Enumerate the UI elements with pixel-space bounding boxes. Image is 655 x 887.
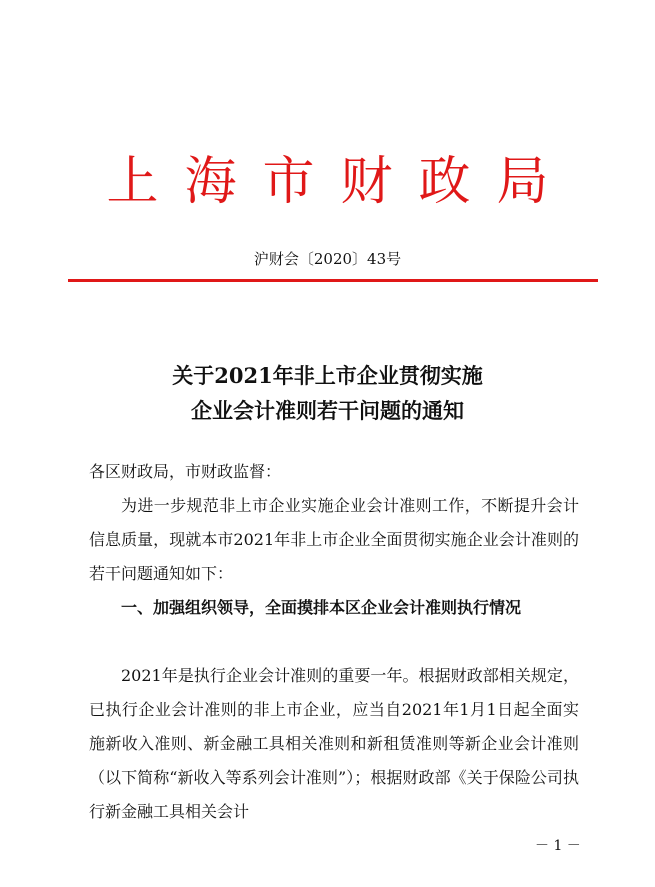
body-paragraph-1: 为进一步规范非上市企业实施企业会计准则工作，不断提升会计信息质量，现就本市2021年非上市企业全面贯彻实施企业会计准则的若干问题通知如下： — [89, 496, 579, 583]
issuing-authority-header: 上海市财政局 — [106, 152, 575, 212]
section-heading-1: 一、加强组织领导，全面摸排本区企业会计准则执行情况 — [121, 598, 522, 617]
salutation: 各区财政局，市财政监督： — [89, 462, 282, 481]
document-title-line-1: 关于2021年非上市企业贯彻实施 — [172, 363, 483, 388]
page-number: － 1 － — [535, 838, 581, 854]
document-number: 沪财会〔2020〕43号 — [253, 250, 402, 268]
body-paragraph-2: 2021年是执行企业会计准则的重要一年。根据财政部相关规定，已执行企业会计准则的非上市企业，应当自2021年1月1日起全面实施新收入准则、新金融工具相关准则和新租赁准则等新企业会计准则（以下简称“新收入等系列会计准则”）；根据财政部《关于保险公司执行新金融工具相关会计 — [89, 666, 579, 821]
document-title-line-2: 企业会计准则若干问题的通知 — [191, 398, 464, 423]
red-divider-line — [68, 279, 598, 282]
